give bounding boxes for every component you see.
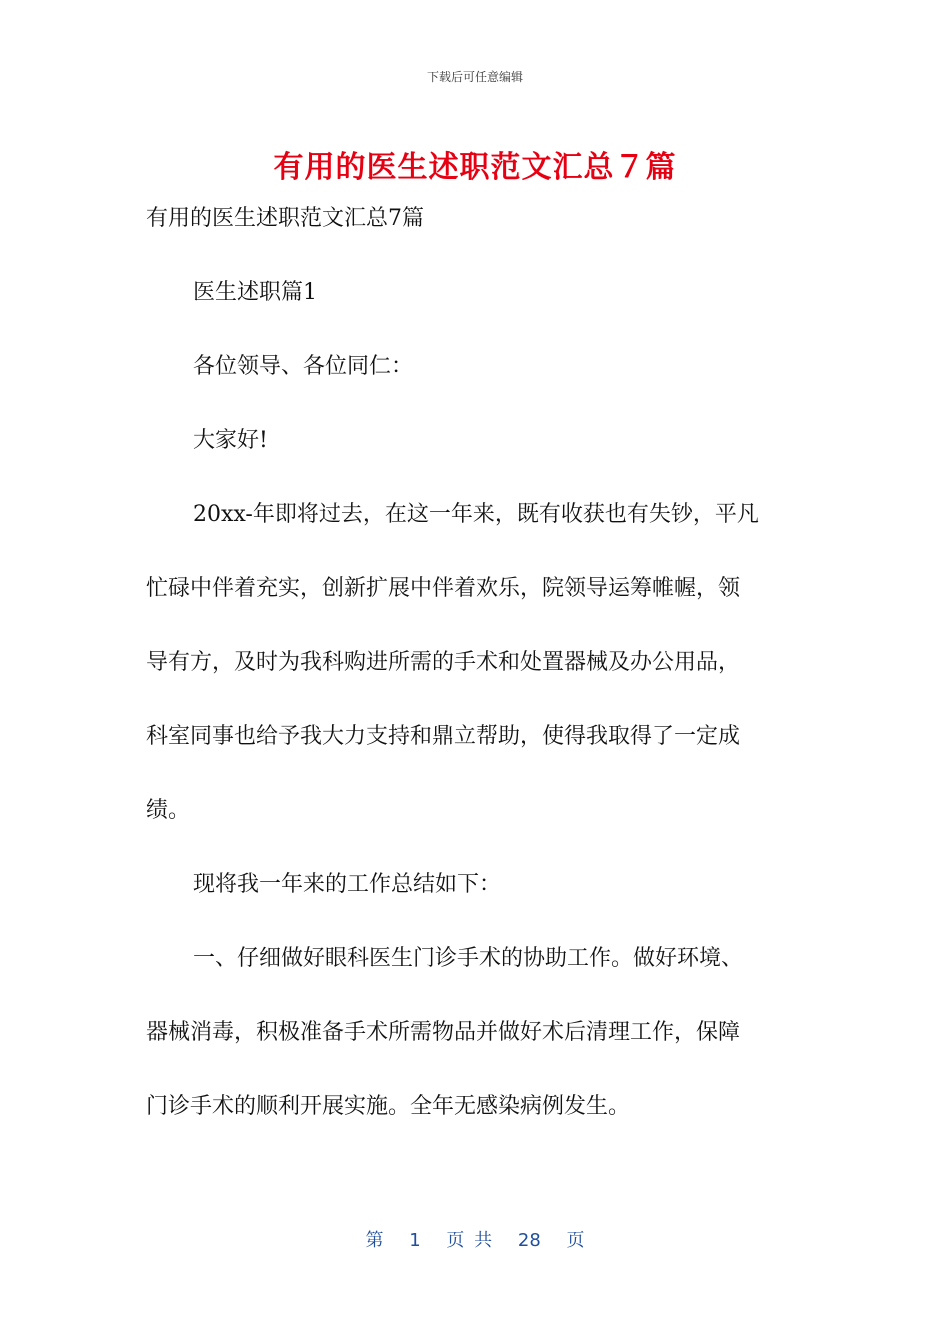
footer-suffix: 页 [566,1230,585,1251]
footer-total-pages: 28 [517,1230,541,1251]
paragraph-line: 器械消毒，积极准备手术所需物品并做好术后清理工作，保障 [146,1020,741,1045]
page-footer [0,1226,950,1252]
greeting: 大家好! [193,428,268,453]
paragraph-line: 门诊手术的顺利开展实施。全年无感染病例发生。 [146,1094,631,1119]
paragraph-line: 导有方，及时为我科购进所需的手术和处置器械及办公用品， [146,650,741,675]
footer-middle: 页 共 [446,1230,493,1251]
document-title: 有用的医生述职范文汇总７篇 [273,150,677,185]
paragraph-line: 科室同事也给予我大力支持和鼎立帮助，使得我取得了一定成 [146,724,741,749]
document-body [146,200,806,1125]
paragraph-line: 一、仔细做好眼科医生门诊手术的协助工作。做好环境、 [193,946,744,971]
footer-page-number: 1 [409,1230,421,1251]
header-note: 下载后可任意编辑 [426,70,523,84]
section-heading: 医生述职篇1 [193,280,317,305]
subtitle-line: 有用的医生述职范文汇总7篇 [146,206,424,231]
paragraph-line: 20xx-年即将过去，在这一年来，既有收获也有失钞，平凡 [193,502,759,527]
paragraph-line: 忙碌中伴着充实，创新扩展中伴着欢乐，院领导运筹帷幄，领 [146,576,741,601]
footer-prefix: 第 [365,1230,384,1251]
paragraph-line: 现将我一年来的工作总结如下： [193,872,502,897]
salutation: 各位领导、各位同仁： [193,354,414,379]
paragraph-line: 绩。 [146,798,191,823]
